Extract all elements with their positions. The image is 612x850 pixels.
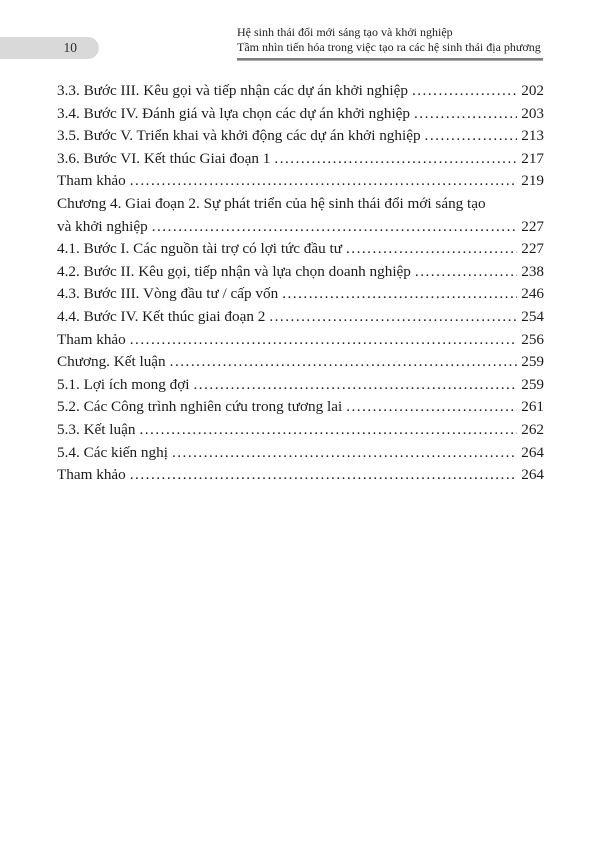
toc-entry-page: 261 [521, 398, 544, 416]
dot-leader [152, 216, 517, 239]
page-number: 10 [63, 40, 77, 55]
dot-leader [130, 329, 517, 352]
toc-entry-page: 217 [521, 149, 544, 167]
running-head-line2: Tầm nhìn tiến hóa trong việc tạo ra các hệ sinh thái địa phương [237, 40, 541, 54]
dot-leader [194, 374, 518, 397]
toc-entry-page: 254 [521, 307, 544, 325]
toc-entry-label: 5.4. Các kiến nghị [57, 443, 168, 461]
toc-entry-label: 5.1. Lợi ích mong đợi [57, 375, 190, 393]
table-of-contents [57, 80, 544, 487]
toc-entry-label: 3.5. Bước V. Triển khai và khởi động các dự án khởi nghiệp [57, 127, 421, 145]
toc-entry-label: Chương 4. Giai đoạn 2. Sự phát triển của hệ sinh thái đổi mới sáng tạo [57, 194, 486, 212]
toc-entry-label: Chương. Kết luận [57, 353, 166, 371]
toc-entry [57, 261, 544, 284]
dot-leader [415, 261, 517, 284]
toc-entry [57, 193, 544, 216]
dot-leader [130, 464, 517, 487]
toc-entry [57, 351, 544, 374]
toc-entry [57, 125, 544, 148]
toc-entry-label: 3.4. Bước IV. Đánh giá và lựa chọn các dự án khởi nghiệp [57, 104, 410, 122]
toc-entry [57, 464, 544, 487]
toc-entry [57, 329, 544, 352]
toc-entry-label: 4.1. Bước I. Các nguồn tài trợ có lợi tức đầu tư [57, 240, 342, 258]
toc-entry-page: 227 [521, 217, 544, 235]
toc-entry-page: 259 [521, 375, 544, 393]
dot-leader [414, 103, 517, 126]
toc-entry-page: 264 [521, 466, 544, 484]
toc-entry-page: 202 [521, 82, 544, 99]
toc-entry-label: Tham khảo [57, 466, 126, 484]
dot-leader [172, 442, 517, 465]
dot-leader [274, 148, 517, 171]
toc-entry-label: 3.6. Bước VI. Kết thúc Giai đoạn 1 [57, 149, 271, 167]
toc-entry-page: 219 [521, 172, 544, 190]
running-head [237, 25, 543, 61]
toc-entry [57, 396, 544, 419]
toc-entry-page: 203 [521, 104, 544, 122]
dot-leader [412, 80, 517, 103]
dot-leader [139, 419, 517, 442]
dot-leader [269, 306, 517, 329]
toc-entry [57, 374, 544, 397]
toc-entry [57, 148, 544, 171]
toc-entry-label: 3.3. Bước III. Kêu gọi và tiếp nhận các dự án khởi nghiệp [57, 82, 408, 99]
toc-entry [57, 442, 544, 465]
toc-entry [57, 170, 544, 193]
dot-leader [425, 125, 517, 148]
toc-entry-page: 246 [521, 285, 544, 303]
toc-entry-label: 4.4. Bước IV. Kết thúc giai đoạn 2 [57, 307, 266, 325]
dot-leader [282, 283, 517, 306]
toc-entry-label: Tham khảo [57, 172, 126, 190]
toc-entry-page: 264 [521, 443, 544, 461]
toc-entry [57, 216, 544, 239]
toc-entry [57, 419, 544, 442]
toc-entry [57, 306, 544, 329]
header-rule [237, 58, 543, 61]
toc-entry-page: 256 [521, 330, 544, 348]
toc-entry [57, 238, 544, 261]
toc-entry-label: 4.2. Bước II. Kêu gọi, tiếp nhận và lựa chọn doanh nghiệp [57, 262, 411, 280]
toc-entry-page: 238 [521, 262, 544, 280]
toc-entry [57, 80, 544, 103]
toc-entry-label: 5.2. Các Công trình nghiên cứu trong tương lai [57, 398, 343, 416]
dot-leader [170, 351, 517, 374]
toc-entry-label: 5.3. Kết luận [57, 420, 136, 438]
dot-leader [130, 170, 517, 193]
toc-entry-label: Tham khảo [57, 330, 126, 348]
toc-entry-label: và khởi nghiệp [57, 217, 148, 235]
toc-entry-page: 259 [521, 353, 544, 371]
toc-entry-page: 262 [521, 420, 544, 438]
toc-entry-page: 227 [521, 240, 544, 258]
running-head-line1: Hệ sinh thái đổi mới sáng tạo và khởi nghiệp [237, 25, 453, 39]
toc-entry-page: 213 [521, 127, 544, 145]
toc-entry [57, 283, 544, 306]
dot-leader [346, 396, 517, 419]
toc-entry [57, 103, 544, 126]
page-number-badge [0, 37, 99, 59]
dot-leader [346, 238, 517, 261]
toc-entry-label: 4.3. Bước III. Vòng đầu tư / cấp vốn [57, 285, 279, 303]
